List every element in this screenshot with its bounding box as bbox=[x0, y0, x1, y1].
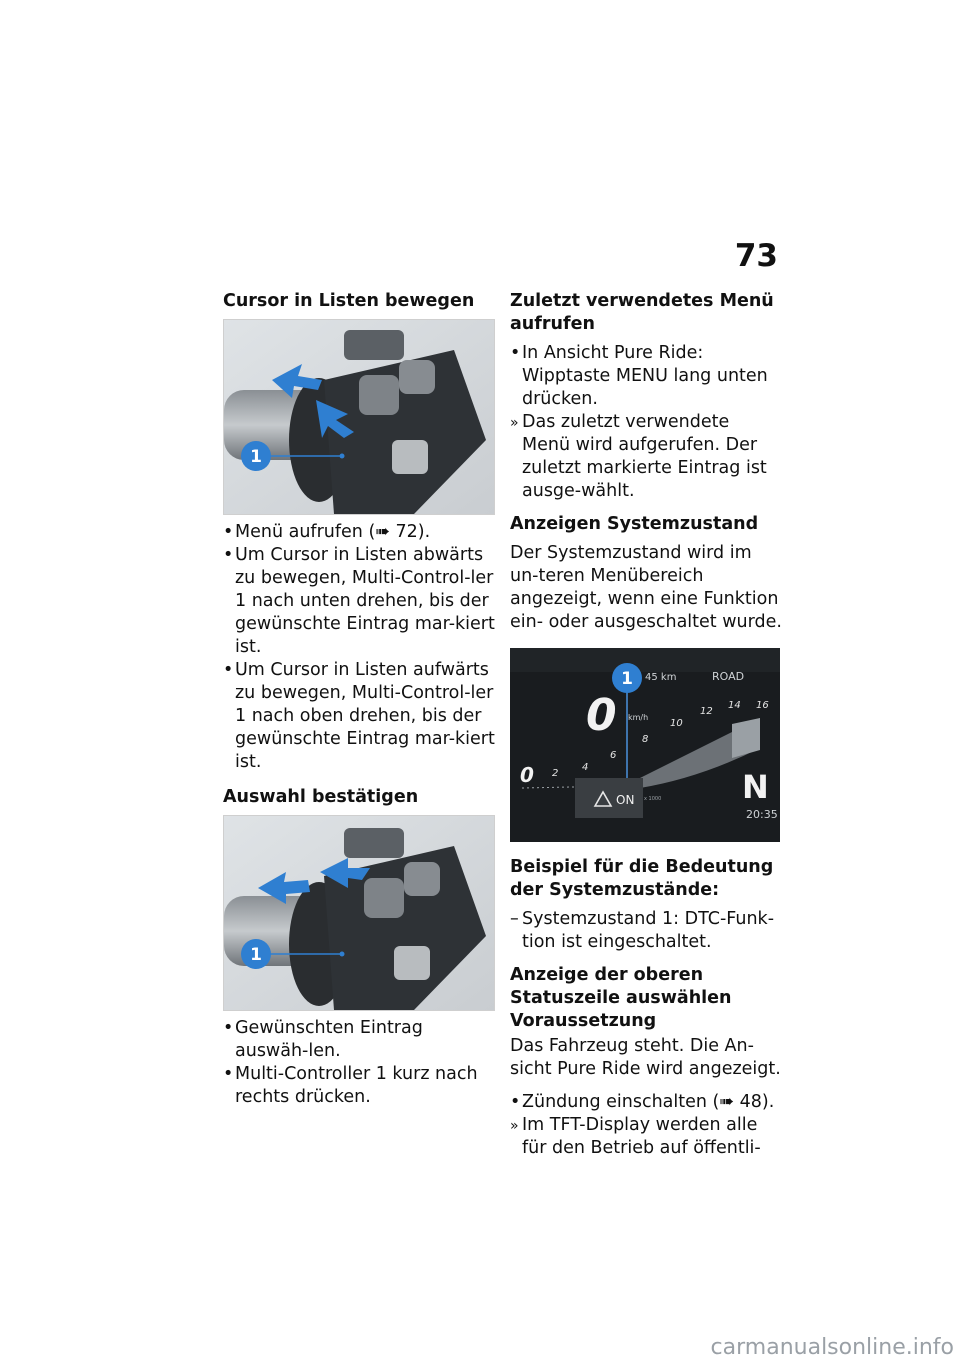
tft-scale-16: 16 bbox=[756, 700, 769, 711]
tft-display-illustration bbox=[510, 648, 780, 842]
left-column bbox=[223, 290, 495, 1119]
tft-clock: 20:35 bbox=[746, 808, 778, 821]
tft-status-on: ON bbox=[616, 793, 635, 807]
tft-speed: 0 bbox=[586, 690, 617, 741]
result-item: » Das zuletzt verwendete Menü wird aufgerufen. Der zuletzt markierte Eintrag ist ausge-wählt. bbox=[510, 412, 767, 501]
tft-scale-12: 12 bbox=[700, 706, 713, 717]
bullet-list-status-line bbox=[510, 1091, 782, 1160]
bullet-list-cursor bbox=[223, 521, 495, 774]
list-item: – Systemzustand 1: DTC-Funk-tion ist eingeschaltet. bbox=[510, 909, 775, 952]
figure-handlebar-push bbox=[223, 815, 495, 1011]
tft-scale-8: 8 bbox=[642, 734, 649, 745]
tft-scale-14: 14 bbox=[728, 700, 741, 711]
tft-scale-4: 4 bbox=[582, 762, 589, 773]
right-column bbox=[510, 290, 782, 1170]
tft-callout: 1 bbox=[621, 669, 633, 689]
figure-handlebar-scroll bbox=[223, 319, 495, 515]
section-heading-system-state: Anzeigen Systemzustand bbox=[510, 514, 759, 534]
list-item: • Um Cursor in Listen aufwärts zu bewegen, Multi-Control-ler 1 nach oben drehen, bis der gewünschte Eintrag mar-kiert ist. bbox=[223, 660, 495, 772]
tft-gear-left: 0 bbox=[520, 763, 534, 787]
figure-callout: 1 bbox=[250, 945, 262, 965]
list-item: • Gewünschten Eintrag auswäh-len. bbox=[223, 1018, 423, 1061]
tft-scale-6: 6 bbox=[610, 750, 617, 761]
section-heading-status-line: Anzeige der oberen Statuszeile auswählen bbox=[510, 965, 732, 1008]
tft-gear-indicator: N bbox=[742, 768, 769, 806]
paragraph-system-state: Der Systemzustand wird im un-teren Menübereich angezeigt, wenn eine Funktion ein- oder ausgeschaltet wurde. bbox=[510, 543, 782, 632]
section-heading-last-menu: Zuletzt verwendetes Menü aufrufen bbox=[510, 291, 774, 334]
tft-mode: ROAD bbox=[712, 670, 745, 683]
watermark: carmanualsonline.info bbox=[710, 1335, 954, 1360]
section-heading-example: Beispiel für die Bedeutung der Systemzustände: bbox=[510, 857, 774, 900]
bullet-list-confirm bbox=[223, 1017, 495, 1109]
list-item: • Menü aufrufen (➠ 72). bbox=[223, 522, 431, 542]
list-item: • In Ansicht Pure Ride: Wipptaste MENU lang unten drücken. bbox=[510, 343, 768, 409]
dash-list-example bbox=[510, 908, 782, 954]
paragraph-requirement: Das Fahrzeug steht. Die An-sicht Pure Ride wird angezeigt. bbox=[510, 1036, 781, 1079]
section-subheading-requirement: Voraussetzung bbox=[510, 1011, 657, 1031]
tft-status-sub: x 1000 bbox=[644, 796, 662, 802]
handlebar-illustration bbox=[224, 816, 494, 1010]
tft-scale-2: 2 bbox=[552, 768, 559, 779]
tft-scale-10: 10 bbox=[670, 718, 683, 729]
figure-tft-display bbox=[510, 648, 780, 842]
section-heading-confirm: Auswahl bestätigen bbox=[223, 787, 419, 807]
list-item: • Um Cursor in Listen abwärts zu bewegen, Multi-Control-ler 1 nach unten drehen, bis der gewünschte Eintrag mar-kiert ist. bbox=[223, 545, 495, 657]
tft-odo: 45 km bbox=[645, 672, 677, 683]
result-item: » Im TFT-Display werden alle für den Betrieb auf öffentli- bbox=[510, 1115, 761, 1158]
list-item: • Zündung einschalten (➠ 48). bbox=[510, 1092, 775, 1112]
section-heading-cursor: Cursor in Listen bewegen bbox=[223, 291, 475, 311]
list-item: • Multi-Controller 1 kurz nach rechts drücken. bbox=[223, 1064, 478, 1107]
figure-callout: 1 bbox=[250, 447, 262, 467]
page-number: 73 bbox=[734, 238, 778, 274]
tft-speed-unit: km/h bbox=[628, 713, 649, 722]
bullet-list-last-menu bbox=[510, 342, 782, 503]
handlebar-illustration bbox=[224, 320, 494, 514]
